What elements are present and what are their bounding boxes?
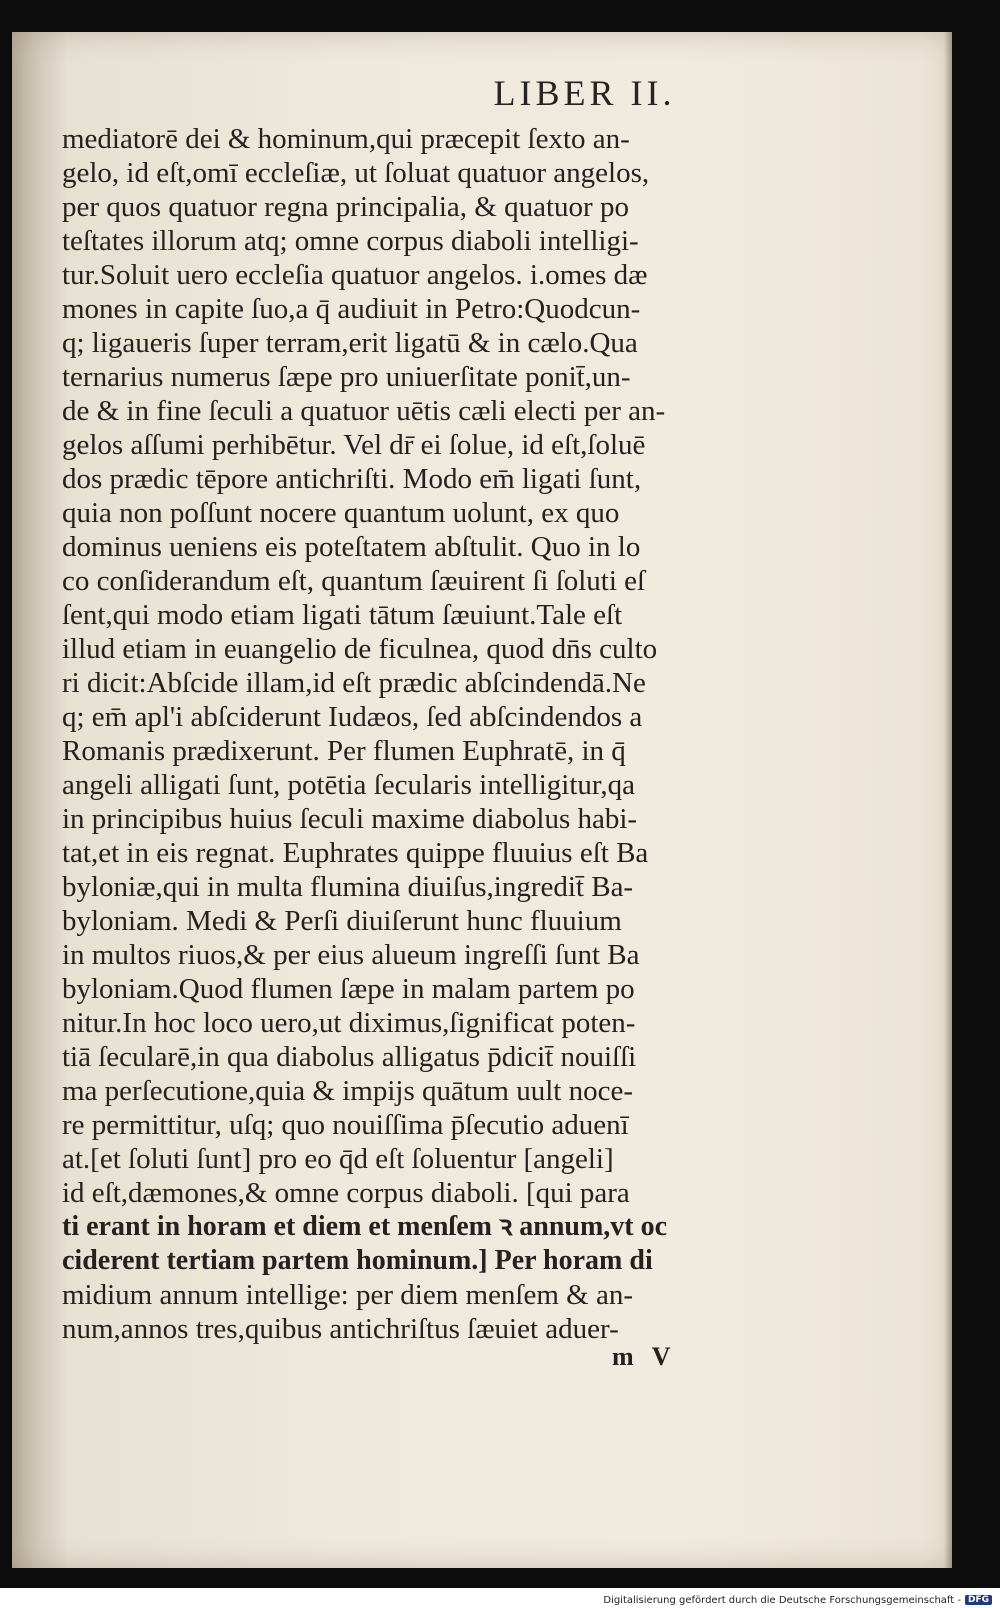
text-line: id eſt,dæmones,& omne corpus diaboli. [qui para (62, 1177, 630, 1209)
text-line: q; em̄ apl'i abſciderunt Iudæos, ſed abſcindendos a (62, 701, 643, 733)
text-line: byloniæ,qui in multa flumina diuiſus,ingredit̄ Ba- (62, 871, 634, 903)
text-line: de & in fine ſeculi a quatuor uētis cæli electi per an- (62, 395, 666, 427)
text-line: tiā ſecularē,in qua diabolus alligatus p̄dicit̄ nouiſſi (62, 1041, 637, 1073)
text-line: byloniam.Quod flumen ſæpe in malam partem po (62, 973, 635, 1005)
digitization-credit (603, 1595, 992, 1606)
text-line: ſent,qui modo etiam ligati tātum ſæuiunt.Tale eſt (62, 599, 623, 631)
text-line: num,annos tres,quibus antichriſtus ſæuiet aduer- (62, 1313, 619, 1345)
text-line: tur.Soluit uero eccleſia quatuor angelos. i.omes dæ (62, 259, 648, 291)
text-line: gelos aſſumi perhibētur. Vel dr̄ ei ſolue, id eſt,ſoluē (62, 429, 646, 461)
signature-mark: m V (612, 1342, 677, 1371)
text-line: mones in capite ſuo,a q̄ audiuit in Petro:Quodcun- (62, 293, 641, 325)
text-line: ma perſecutione,quia & impijs quātum uult noce- (62, 1075, 633, 1107)
credit-text: Digitalisierung gefördert durch die Deutsche Forschungsgemeinschaft - (603, 1595, 961, 1606)
text-line-blackletter: ciderent tertiam partem hominum.] Per horam di (62, 1245, 653, 1276)
text-line: dos prædic tēpore antichriſti. Modo em̄ ligati ſunt, (62, 463, 642, 495)
text-line: mediatorē dei & hominum,qui præcepit ſexto an- (62, 123, 630, 155)
text-line: co conſiderandum eſt, quantum ſæuirent ſi ſoluti eſ (62, 565, 646, 597)
text-line: teſtates illorum atq; omne corpus diaboli intelligi- (62, 225, 639, 257)
body-text (62, 122, 782, 1346)
text-line: in principibus huius ſeculi maxime diabolus habi- (62, 803, 638, 835)
text-line: in multos riuos,& per eius alueum ingreſſi ſunt Ba (62, 939, 640, 971)
text-line: tat,et in eis regnat. Euphrates quippe fluuius eſt Ba (62, 837, 649, 869)
text-line: ternarius numerus ſæpe pro uniuerſitate ponit̄,un- (62, 361, 631, 393)
text-line: quia non poſſunt nocere quantum uolunt, ex quo (62, 497, 620, 529)
text-line: re permittitur, uſq; quo nouiſſima p̄ſecutio aduenī (62, 1109, 629, 1141)
running-head: LIBER II. (493, 73, 676, 113)
text-line: byloniam. Medi & Perſi diuiſerunt hunc fluuium (62, 905, 622, 937)
dfg-logo: DFG (965, 1595, 992, 1605)
text-line: midium annum intellige: per diem menſem & an- (62, 1279, 634, 1311)
text-line: ri dicit:Abſcide illam,id eſt prædic abſcindendā.Ne (62, 667, 646, 699)
text-line: q; ligaueris ſuper terram,erit ligatū & in cælo.Qua (62, 327, 638, 359)
text-line: nitur.In hoc loco uero,ut diximus,ſignificat poten- (62, 1007, 636, 1039)
text-line: Romanis prædixerunt. Per flumen Euphratē, in q̄ (62, 735, 626, 767)
text-line: at.[et ſoluti ſunt] pro eo q̄d eſt ſoluentur [angeli] (62, 1143, 614, 1175)
text-line: gelo, id eſt,omī eccleſiæ, ut ſoluat quatuor angelos, (62, 157, 650, 189)
text-line: illud etiam in euangelio de ficulnea, quod dn̄s culto (62, 633, 658, 665)
text-line: per quos quatuor regna principalia, & quatuor po (62, 191, 629, 223)
text-line: angeli alligati ſunt, potētia ſecularis intelligitur,qa (62, 769, 636, 801)
book-page (12, 32, 952, 1568)
text-line: dominus ueniens eis poteſtatem abſtulit. Quo in lo (62, 531, 641, 563)
text-line-blackletter: ti erant in horam et diem et menſem ꝛ annum,vt oc (62, 1211, 668, 1242)
